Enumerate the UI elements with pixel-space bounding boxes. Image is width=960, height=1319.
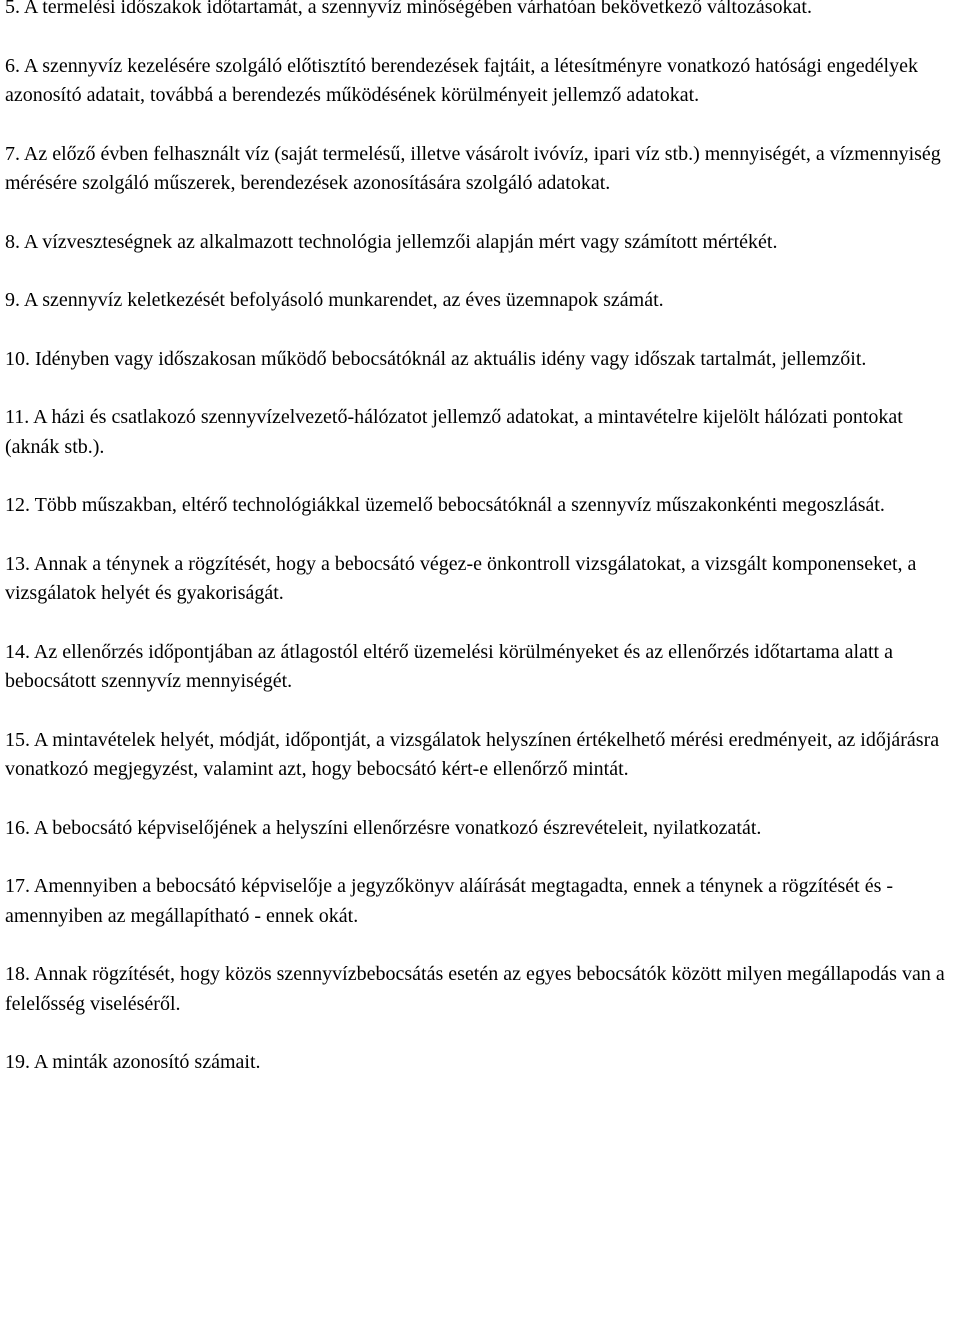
list-item-5: 5. A termelési időszakok időtartamát, a szennyvíz minőségében várhatóan bekövetkező változásokat.: [5, 0, 812, 18]
list-item-17: 17. Amennyiben a bebocsátó képviselője a jegyzőkönyv aláírását megtagadta, ennek a ténynek a rögzítését és - amennyiben az megállapítható - ennek okát.: [5, 875, 894, 927]
list-item-13: 13. Annak a ténynek a rögzítését, hogy a bebocsátó végez-e önkontroll vizsgálatokat, a vizsgált komponenseket, a vizsgálatok helyét és gyakoriságát.: [5, 552, 917, 604]
list-item-12: 12. Több műszakban, eltérő technológiákkal üzemelő bebocsátóknál a szennyvíz műszakonkénti megoszlását.: [5, 494, 885, 516]
list-item-7: 7. Az előző évben felhasznált víz (saját termelésű, illetve vásárolt ivóvíz, ipari víz stb.) mennyiségét, a vízmennyiség mérésére szolgáló műszerek, berendezések azonosítására szolgáló adatokat.: [5, 142, 941, 194]
list-item-10: 10. Idényben vagy időszakosan működő bebocsátóknál az aktuális idény vagy időszak tartalmát, jellemzőit.: [5, 347, 867, 370]
list-item-15: 15. A mintavételek helyét, módját, időpontját, a vizsgálatok helyszínen értékelhető mérési eredményeit, az időjárásra vonatkozó megjegyzést, valamint azt, hogy bebocsátó kért-e ellenőrző mintát.: [5, 728, 940, 780]
list-item-19: 19. A minták azonosító számait.: [5, 1051, 261, 1073]
list-item-16: 16. A bebocsátó képviselőjének a helyszíni ellenőrzésre vonatkozó észrevételeit, nyilatkozatát.: [5, 816, 762, 839]
list-item-6: 6. A szennyvíz kezelésére szolgáló előtisztító berendezések fajtáit, a létesítményre vonatkozó hatósági engedélyek azonosító adatait, továbbá a berendezés működésének körülményeit jellemző adatokat.: [5, 54, 918, 106]
list-item-11: 11. A házi és csatlakozó szennyvízelvezető-hálózatot jellemző adatokat, a mintavételre kijelölt hálózati pontokat (aknák stb.).: [5, 406, 903, 458]
list-item-14: 14. Az ellenőrzés időpontjában az átlagostól eltérő üzemelési körülményeket és az ellenőrzés időtartama alatt a bebocsátott szennyvíz mennyiségét.: [5, 640, 893, 692]
document-page: [5, 0, 953, 1107]
list-item-8: 8. A vízveszteségnek az alkalmazott technológia jellemzői alapján mért vagy számított mértékét.: [5, 230, 778, 253]
list-item-18: 18. Annak rögzítését, hogy közös szennyvízbebocsátás esetén az egyes bebocsátók között milyen megállapodás van a felelősség viseléséről.: [5, 963, 945, 1015]
list-item-9: 9. A szennyvíz keletkezését befolyásoló munkarendet, az éves üzemnapok számát.: [5, 289, 664, 311]
